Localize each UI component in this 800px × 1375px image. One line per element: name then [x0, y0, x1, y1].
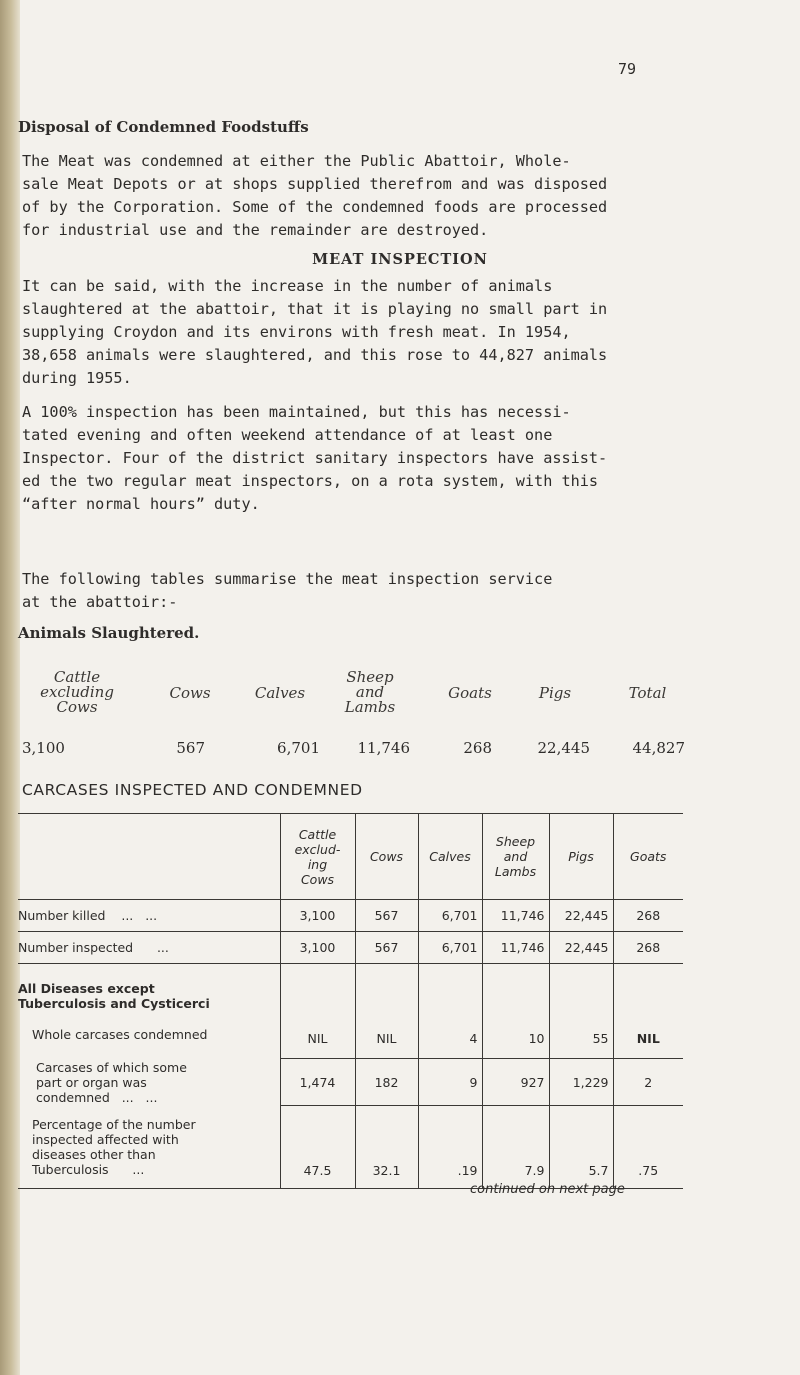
meat-inspection-heading: MEAT INSPECTION: [312, 251, 488, 268]
group-label: All Diseases except Tuberculosis and Cysticerci: [18, 980, 210, 1011]
table-row: [18, 932, 683, 964]
table-cell: 6,701: [418, 900, 482, 932]
table-cell: .75: [613, 1106, 683, 1189]
slaughter-header-pigs: Pigs: [538, 684, 572, 702]
slaughter-value-cattle: 3,100: [22, 739, 65, 757]
table-cell: 9: [418, 1059, 482, 1106]
header-cell: Cows: [355, 814, 418, 900]
header-cell: Goats: [613, 814, 683, 900]
header-cell: Cattle exclud- ing Cows: [280, 814, 355, 900]
table-cell: 268: [613, 900, 683, 932]
table-cell: 6,701: [418, 932, 482, 964]
table-cell: 11,746: [482, 932, 549, 964]
slaughter-header-cattle: Cattle excluding Cows: [40, 668, 114, 716]
meat-inspection-paragraph-3: The following tables summarise the meat inspection service at the abattoir:-: [22, 570, 553, 611]
carcases-heading: CARCASES INSPECTED AND CONDEMNED: [22, 781, 363, 799]
slaughter-value-calves: 6,701: [277, 739, 320, 757]
disposal-heading: Disposal of Condemned Foodstuffs: [18, 118, 309, 136]
table-cell: 268: [613, 932, 683, 964]
row-label-cell: [18, 1059, 280, 1106]
table-header-row: [18, 814, 683, 900]
table-cell: 1,229: [549, 1059, 613, 1106]
header-cell: Calves: [418, 814, 482, 900]
row-label-cell: [18, 1106, 280, 1189]
meat-inspection-paragraph-1: It can be said, with the increase in the number of animals slaughtered at the abattoir, that it is playing no small part in supplying Croydon and its environs with fresh meat. In 1954, 38,658 animals were slaughtered, and this rose to 44,827 animals during 1955.: [22, 277, 608, 387]
table-cell: 47.5: [280, 1106, 355, 1189]
slaughter-header-cows: Cows: [169, 684, 211, 702]
table-cell: 567: [355, 900, 418, 932]
row-label: Carcases of which some part or organ was condemned ... ...: [36, 1059, 187, 1105]
slaughter-header-total: Total: [628, 684, 667, 702]
table-cell: 1,474: [280, 1059, 355, 1106]
table-row: [18, 900, 683, 932]
table-cell: 5.7: [549, 1106, 613, 1189]
row-label-group: [18, 964, 280, 1059]
page-number: 79: [618, 60, 637, 78]
row-label: Number killed ... ...: [18, 900, 280, 932]
table-cell: 55: [549, 964, 613, 1059]
slaughter-value-cows: 567: [176, 739, 205, 757]
table-row: [18, 1106, 683, 1189]
header-blank-cell: [18, 814, 280, 900]
table-cell: 567: [355, 932, 418, 964]
header-cell: Sheep and Lambs: [482, 814, 549, 900]
continued-note: continued on next page: [470, 1182, 625, 1197]
table-cell: 11,746: [482, 900, 549, 932]
slaughter-header-calves: Calves: [254, 684, 306, 702]
carcases-table: [18, 813, 683, 1189]
table-cell: 3,100: [280, 932, 355, 964]
table-cell: 7.9: [482, 1106, 549, 1189]
table-cell: 182: [355, 1059, 418, 1106]
slaughter-header-sheep: Sheep and Lambs: [344, 668, 396, 716]
table-cell: 927: [482, 1059, 549, 1106]
table-cell: 10: [482, 964, 549, 1059]
table-cell: 22,445: [549, 932, 613, 964]
slaughter-value-goats: 268: [463, 739, 492, 757]
table-cell: NIL: [280, 964, 355, 1059]
table-cell: .19: [418, 1106, 482, 1189]
slaughter-value-sheep: 11,746: [357, 739, 410, 757]
table-cell: NIL: [613, 964, 683, 1059]
header-cell: Pigs: [549, 814, 613, 900]
table-cell: NIL: [355, 964, 418, 1059]
slaughter-value-pigs: 22,445: [537, 739, 590, 757]
table-row: [18, 964, 683, 1059]
row-label: Number inspected ...: [18, 932, 280, 964]
table-cell: 2: [613, 1059, 683, 1106]
disposal-paragraph: The Meat was condemned at either the Public Abattoir, Whole- sale Meat Depots or at shops supplied therefrom and was disposed of by the Corporation. Some of the condemned foods are processed for industrial use and the remainder are destroyed.: [22, 152, 608, 239]
table-cell: 4: [418, 964, 482, 1059]
slaughter-header-goats: Goats: [448, 684, 492, 702]
table-row: [18, 1059, 683, 1106]
slaughter-value-total: 44,827: [632, 739, 685, 757]
row-label: Percentage of the number inspected affected with diseases other than Tuberculosis ...: [32, 1116, 196, 1177]
animals-slaughtered-heading: Animals Slaughtered.: [18, 624, 200, 642]
table-cell: 3,100: [280, 900, 355, 932]
meat-inspection-paragraph-2: A 100% inspection has been maintained, but this has necessi- tated evening and often weekend attendance of at least one Inspector. Four of the district sanitary inspectors have assist- ed the two regular meat inspectors, on a rota system, with this “after normal hours” duty.: [22, 403, 608, 513]
table-cell: 22,445: [549, 900, 613, 932]
table-cell: 32.1: [355, 1106, 418, 1189]
row-label: Whole carcases condemned: [32, 1026, 208, 1042]
